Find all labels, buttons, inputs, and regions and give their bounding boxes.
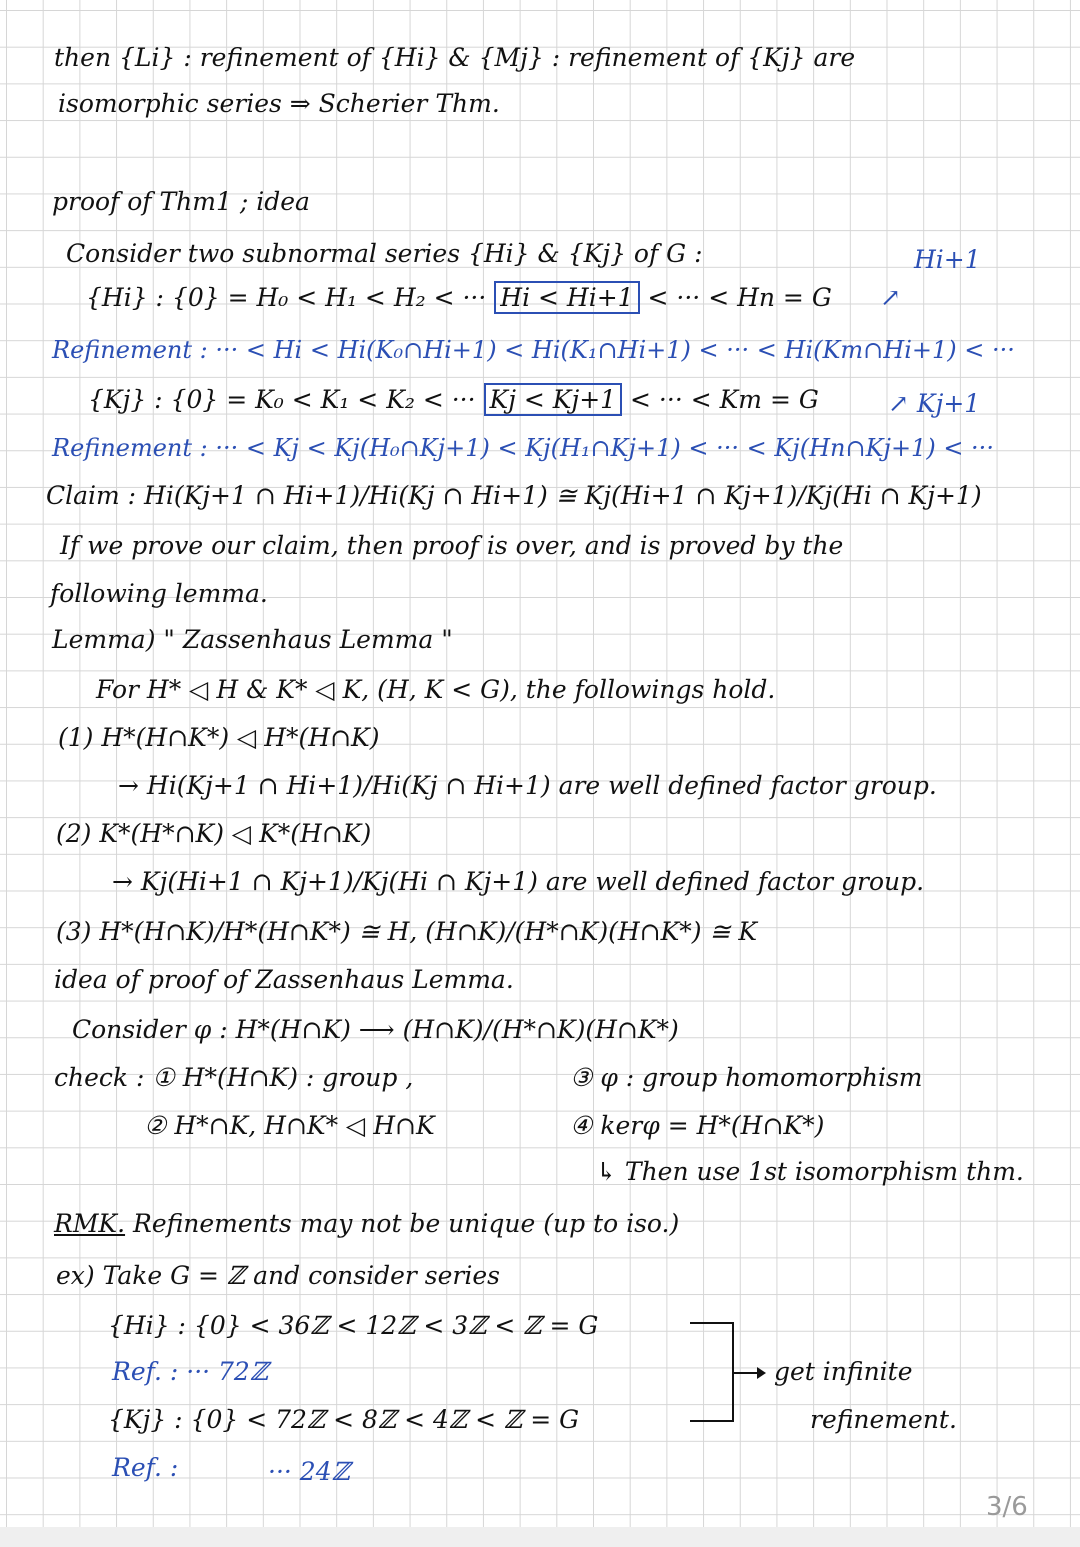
text-line-17: → Kj(Hi+1 ∩ Kj+1)/Kj(Hi ∩ Kj+1) are well defined factor group. xyxy=(112,867,925,896)
bracket-arrow-icon xyxy=(734,1372,764,1374)
text-line-23: ↳ Then use 1st isomorphism thm. xyxy=(596,1157,1024,1186)
series-k-prefix: {Kj} : {0} = K₀ < K₁ < K₂ < ··· xyxy=(88,385,484,414)
text-line-7 xyxy=(88,384,819,416)
grouping-bracket xyxy=(690,1322,734,1422)
text-line-12: Lemma) " Zassenhaus Lemma " xyxy=(52,625,453,654)
series-h-suffix: < ··· < Hn = G xyxy=(639,283,832,312)
text-line-29b: ··· 24ℤ xyxy=(268,1457,350,1486)
text-line-29a: Ref. : xyxy=(112,1453,179,1482)
text-line-14: (1) H*(H∩K*) ◁ H*(H∩K) xyxy=(58,723,380,752)
text-line-21a: check : ① H*(H∩K) : group , xyxy=(54,1063,414,1092)
bottom-strip xyxy=(0,1527,1080,1547)
remark-label: RMK. xyxy=(54,1209,126,1238)
text-annotation-kj1: ↗ Kj+1 xyxy=(888,389,981,418)
text-line-11: following lemma. xyxy=(50,579,268,608)
text-line-2: isomorphic series ⇒ Scherier Thm. xyxy=(58,89,500,118)
text-line-20: Consider φ : H*(H∩K) ⟶ (H∩K)/(H*∩K)(H∩K*) xyxy=(72,1015,679,1044)
remark-text: Refinements may not be unique (up to iso.) xyxy=(125,1209,680,1238)
text-line-22a: ② H*∩K, H∩K* ◁ H∩K xyxy=(144,1111,435,1140)
page-indicator: 3/6 xyxy=(986,1492,1028,1522)
text-line-4: Consider two subnormal series {Hi} & {Kj} of G : xyxy=(66,239,703,268)
text-line-16: (2) K*(H*∩K) ◁ K*(H∩K) xyxy=(56,819,372,848)
text-line-3: proof of Thm1 ; idea xyxy=(52,187,310,216)
text-line-26: {Hi} : {0} < 36ℤ < 12ℤ < 3ℤ < ℤ = G xyxy=(108,1311,599,1340)
series-h-boxed: Hi < Hi+1 xyxy=(494,281,639,314)
text-line-18: (3) H*(H∩K)/H*(H∩K*) ≅ H, (H∩K)/(H*∩K)(H∩K*) ≅ K xyxy=(56,917,758,946)
text-line-8: Refinement : ··· < Kj < Kj(H₀∩Kj+1) < Kj(H₁∩Kj+1) < ··· < Kj(Hn∩Kj+1) < ··· xyxy=(52,434,994,462)
series-h-prefix: {Hi} : {0} = H₀ < H₁ < H₂ < ··· xyxy=(86,283,495,312)
text-line-22b: ④ kerφ = H*(H∩K*) xyxy=(570,1111,825,1140)
text-line-21b: ③ φ : group homomorphism xyxy=(570,1063,923,1092)
text-line-24 xyxy=(54,1208,679,1240)
text-line-27: Ref. : ··· 72ℤ xyxy=(112,1357,269,1386)
text-line-1: then {Li} : refinement of {Hi} & {Mj} : refinement of {Kj} are xyxy=(54,43,856,72)
text-line-5 xyxy=(86,282,832,314)
series-k-boxed: Kj < Kj+1 xyxy=(484,383,623,416)
side-note-line-1: get infinite xyxy=(774,1357,913,1386)
text-line-13: For H* ◁ H & K* ◁ K, (H, K < G), the followings hold. xyxy=(96,675,776,704)
text-line-9: Claim : Hi(Kj+1 ∩ Hi+1)/Hi(Kj ∩ Hi+1) ≅ Kj(Hi+1 ∩ Kj+1)/Kj(Hi ∩ Kj+1) xyxy=(46,481,982,510)
series-k-suffix: < ··· < Km = G xyxy=(622,385,819,414)
text-line-19: idea of proof of Zassenhaus Lemma. xyxy=(54,965,514,994)
arrow-annotation-1: ↗ xyxy=(880,283,901,312)
text-line-10: If we prove our claim, then proof is over, and is proved by the xyxy=(60,531,844,560)
text-line-6: Refinement : ··· < Hi < Hi(K₀∩Hi+1) < Hi(K₁∩Hi+1) < ··· < Hi(Km∩Hi+1) < ··· xyxy=(52,336,1015,364)
text-annotation-hi1: Hi+1 xyxy=(914,245,981,274)
side-note-line-2: refinement. xyxy=(810,1405,957,1434)
text-line-25: ex) Take G = ℤ and consider series xyxy=(56,1261,500,1290)
text-line-28: {Kj} : {0} < 72ℤ < 8ℤ < 4ℤ < ℤ = G xyxy=(108,1405,580,1434)
text-line-15: → Hi(Kj+1 ∩ Hi+1)/Hi(Kj ∩ Hi+1) are well defined factor group. xyxy=(118,771,937,800)
